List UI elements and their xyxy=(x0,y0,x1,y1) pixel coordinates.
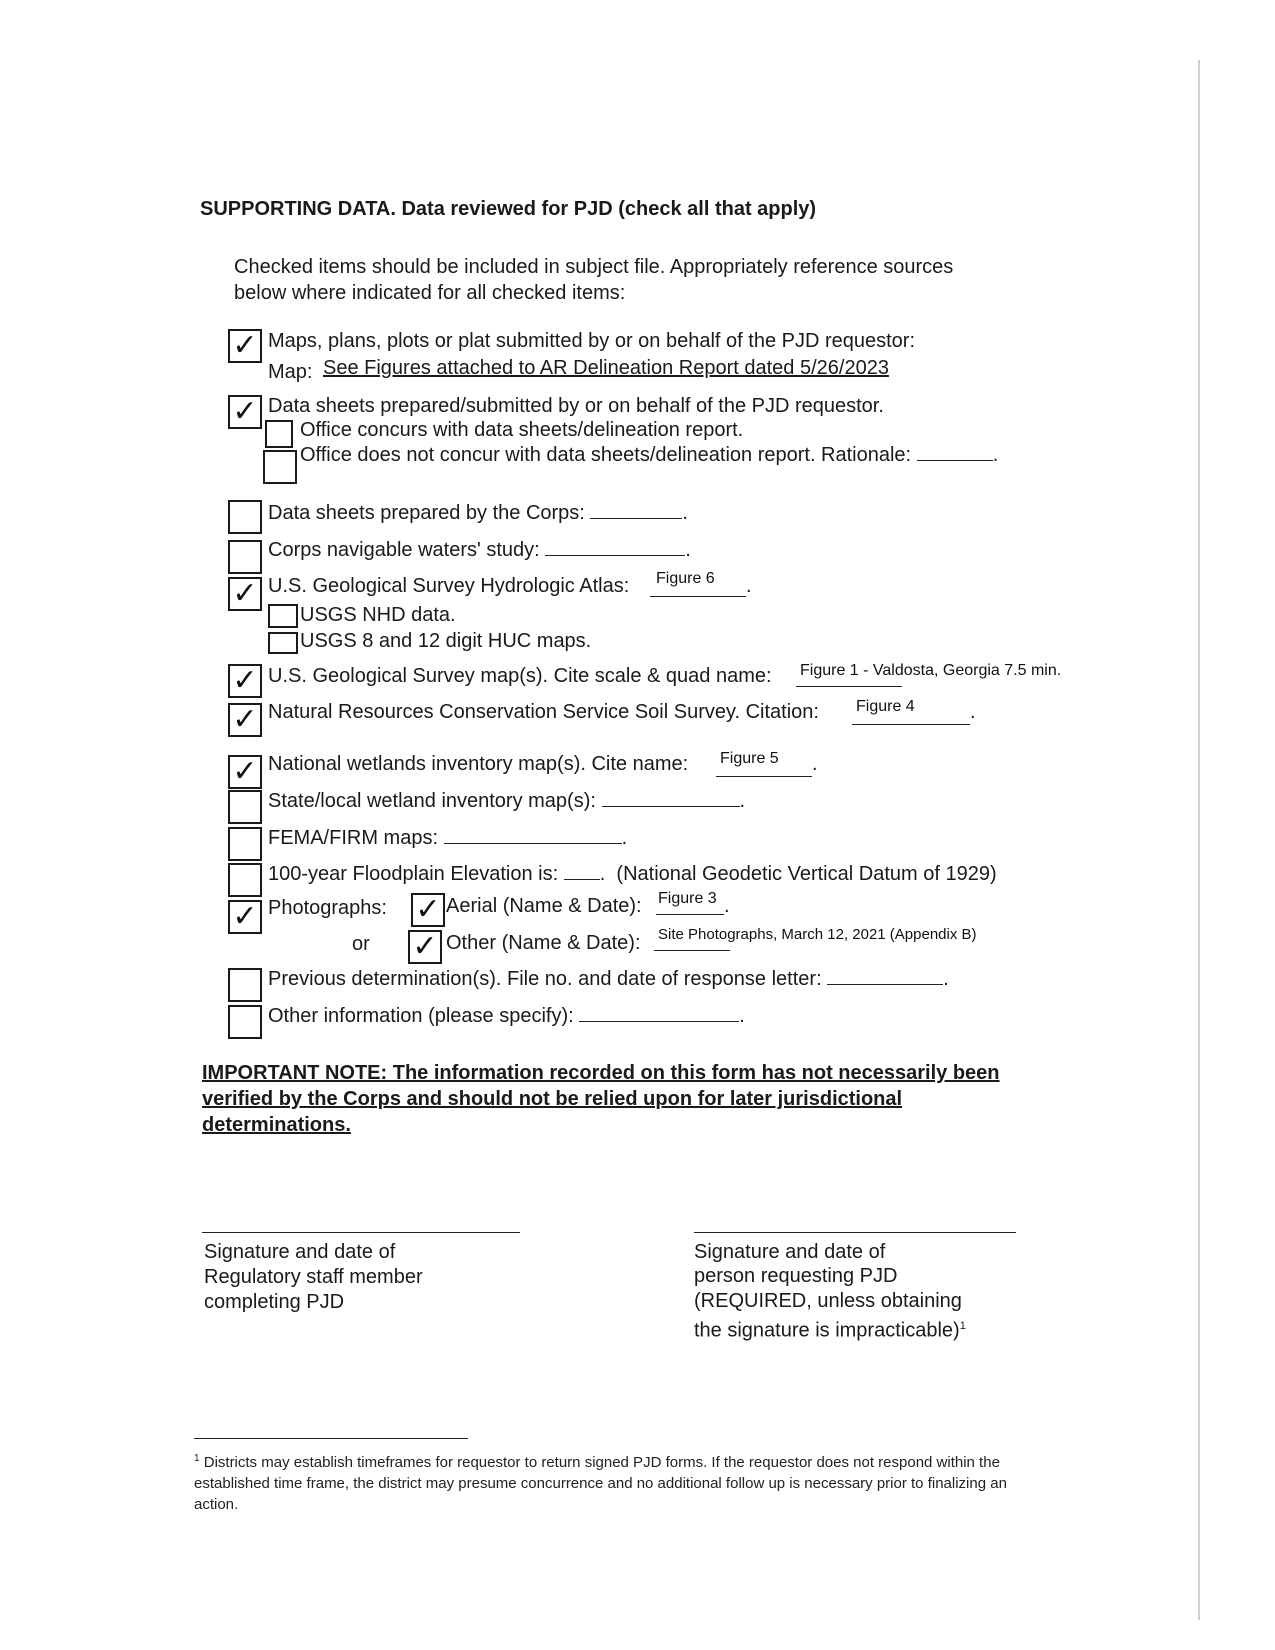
signature-right-line-4-text: the signature is impracticable) xyxy=(694,1319,960,1342)
footnote-mark: 1 xyxy=(194,1453,200,1464)
other-photo-checkbox[interactable] xyxy=(408,930,442,964)
floodplain-label: 100-year Floodplain Elevation is: . (National Geodetic Vertical Datum of 1929) xyxy=(268,863,997,885)
aerial-field[interactable] xyxy=(656,886,724,915)
signature-left-line-2: Regulatory staff member xyxy=(204,1266,423,1288)
usgs-maps-label: U.S. Geological Survey map(s). Cite scale & quad name: xyxy=(268,665,772,687)
aerial-checkbox[interactable] xyxy=(411,893,445,927)
punct: . xyxy=(970,701,976,723)
check-mark-icon: ✓ xyxy=(232,754,258,789)
usgs-nhd-label: USGS NHD data. xyxy=(300,604,456,626)
fema-text: FEMA/FIRM maps: xyxy=(268,827,439,849)
check-mark-icon: ✓ xyxy=(232,702,258,737)
soil-survey-value: Figure 4 xyxy=(856,698,915,715)
nwi-label: National wetlands inventory map(s). Cite name: xyxy=(268,753,689,775)
map-label: Map: xyxy=(268,361,313,383)
signature-right-line-1: Signature and date of xyxy=(694,1241,886,1263)
navigable-waters-checkbox[interactable] xyxy=(228,540,262,574)
signature-left-line-1: Signature and date of xyxy=(204,1241,396,1263)
maps-checkbox[interactable] xyxy=(228,329,262,363)
or-label: or xyxy=(352,933,370,955)
navigable-waters-text: Corps navigable waters' study: xyxy=(268,539,540,561)
nwi-value: Figure 5 xyxy=(720,750,779,767)
state-wetland-blank[interactable] xyxy=(602,788,740,807)
corps-data-sheets-text: Data sheets prepared by the Corps: xyxy=(268,502,585,524)
state-wetland-checkbox[interactable] xyxy=(228,790,262,824)
punct: . xyxy=(724,895,730,917)
check-mark-icon: ✓ xyxy=(232,576,258,611)
other-info-blank[interactable] xyxy=(579,1003,739,1022)
office-not-concur-label: Office does not concur with data sheets/delineation report. Rationale: . xyxy=(300,444,999,466)
previous-checkbox[interactable] xyxy=(228,968,262,1002)
hydrologic-atlas-field[interactable] xyxy=(650,566,746,597)
hydrologic-atlas-checkbox[interactable] xyxy=(228,577,262,611)
check-mark-icon: ✓ xyxy=(232,394,258,429)
data-sheets-checkbox[interactable] xyxy=(228,395,262,429)
soil-survey-checkbox[interactable] xyxy=(228,703,262,737)
floodplain-text: 100-year Floodplain Elevation is: xyxy=(268,863,559,885)
other-info-label: Other information (please specify): . xyxy=(268,1005,745,1027)
footnote xyxy=(194,1448,1054,1515)
maps-label: Maps, plans, plots or plat submitted by or on behalf of the PJD requestor: xyxy=(268,330,916,352)
check-mark-icon: ✓ xyxy=(415,892,441,927)
soil-survey-label: Natural Resources Conservation Service Soil Survey. Citation: xyxy=(268,701,819,723)
check-mark-icon: ✓ xyxy=(232,328,258,363)
nwi-field[interactable] xyxy=(716,746,812,777)
check-mark-icon: ✓ xyxy=(412,929,438,964)
intro-line-1: Checked items should be included in subject file. Appropriately reference sources xyxy=(234,256,954,278)
hydrologic-atlas-value: Figure 6 xyxy=(656,570,715,587)
footnote-rule xyxy=(194,1438,468,1439)
usgs-maps-checkbox[interactable] xyxy=(228,664,262,698)
data-sheets-label: Data sheets prepared/submitted by or on behalf of the PJD requestor. xyxy=(268,395,884,417)
check-mark-icon: ✓ xyxy=(232,663,258,698)
photographs-label: Photographs: xyxy=(268,897,387,919)
previous-text: Previous determination(s). File no. and date of response letter: xyxy=(268,968,822,990)
punct: . xyxy=(746,575,752,597)
fema-label: FEMA/FIRM maps: . xyxy=(268,827,628,849)
footnote-reference: 1 xyxy=(959,1320,966,1332)
signature-right-line-4 xyxy=(694,1314,966,1343)
usgs-huc-checkbox[interactable] xyxy=(268,632,298,654)
other-photo-value: Site Photographs, March 12, 2021 (Appendix B) xyxy=(658,926,977,943)
scan-edge-right xyxy=(1198,60,1200,1620)
other-photo-label: Other (Name & Date): xyxy=(446,932,641,954)
office-not-concur-checkbox[interactable] xyxy=(263,450,297,484)
aerial-value: Figure 3 xyxy=(658,890,717,907)
floodplain-blank[interactable] xyxy=(564,861,600,880)
floodplain-suffix: (National Geodetic Vertical Datum of 1929) xyxy=(616,863,997,885)
photographs-checkbox[interactable] xyxy=(228,900,262,934)
section-heading: SUPPORTING DATA. Data reviewed for PJD (check all that apply) xyxy=(200,198,817,220)
previous-label: Previous determination(s). File no. and date of response letter: . xyxy=(268,968,949,990)
aerial-label: Aerial (Name & Date): xyxy=(446,895,642,917)
office-not-concur-text: Office does not concur with data sheets/delineation report. Rationale: xyxy=(300,444,912,466)
state-wetland-text: State/local wetland inventory map(s): xyxy=(268,790,596,812)
fema-blank[interactable] xyxy=(444,825,622,844)
fema-checkbox[interactable] xyxy=(228,827,262,861)
other-info-checkbox[interactable] xyxy=(228,1005,262,1039)
map-value-text: See Figures attached to AR Delineation Report dated 5/26/2023 xyxy=(323,357,889,379)
floodplain-checkbox[interactable] xyxy=(228,863,262,897)
punct: . xyxy=(812,753,818,775)
usgs-nhd-checkbox[interactable] xyxy=(268,604,298,628)
rationale-blank[interactable] xyxy=(917,442,993,461)
hydrologic-atlas-label: U.S. Geological Survey Hydrologic Atlas: xyxy=(268,575,630,597)
state-wetland-label: State/local wetland inventory map(s): . xyxy=(268,790,746,812)
usgs-maps-value: Figure 1 - Valdosta, Georgia 7.5 min. xyxy=(800,662,1062,679)
navigable-waters-blank[interactable] xyxy=(545,537,685,556)
navigable-waters-label: Corps navigable waters' study: . xyxy=(268,539,691,561)
intro-line-2: below where indicated for all checked items: xyxy=(234,282,626,304)
signature-line-left[interactable] xyxy=(202,1232,520,1233)
signature-line-right[interactable] xyxy=(694,1232,1016,1233)
nwi-checkbox[interactable] xyxy=(228,755,262,789)
footnote-text: Districts may establish timeframes for requestor to return signed PJD forms. If the requestor does not respond within the established time frame, the district may presume concurrence and no additional follow up is necessary prior to finalizing an action. xyxy=(194,1454,1007,1513)
signature-left-line-3: completing PJD xyxy=(204,1291,345,1313)
other-info-text: Other information (please specify): xyxy=(268,1005,574,1027)
corps-data-sheets-checkbox[interactable] xyxy=(228,500,262,534)
signature-right-line-3: (REQUIRED, unless obtaining xyxy=(694,1290,962,1312)
check-mark-icon: ✓ xyxy=(232,899,258,934)
corps-data-sheets-blank[interactable] xyxy=(590,500,682,519)
usgs-huc-label: USGS 8 and 12 digit HUC maps. xyxy=(300,630,592,652)
map-value[interactable] xyxy=(323,356,889,380)
office-concurs-checkbox[interactable] xyxy=(265,420,293,448)
soil-survey-field[interactable] xyxy=(852,694,970,725)
previous-blank[interactable] xyxy=(827,966,943,985)
important-note: IMPORTANT NOTE: The information recorded on this form has not necessarily been verified by the Corps and should not be relied upon for later jurisdictional determinations. xyxy=(202,1062,1000,1136)
corps-data-sheets-label: Data sheets prepared by the Corps: . xyxy=(268,502,688,524)
signature-right-line-2: person requesting PJD xyxy=(694,1265,898,1287)
office-concurs-label: Office concurs with data sheets/delineation report. xyxy=(300,419,744,441)
